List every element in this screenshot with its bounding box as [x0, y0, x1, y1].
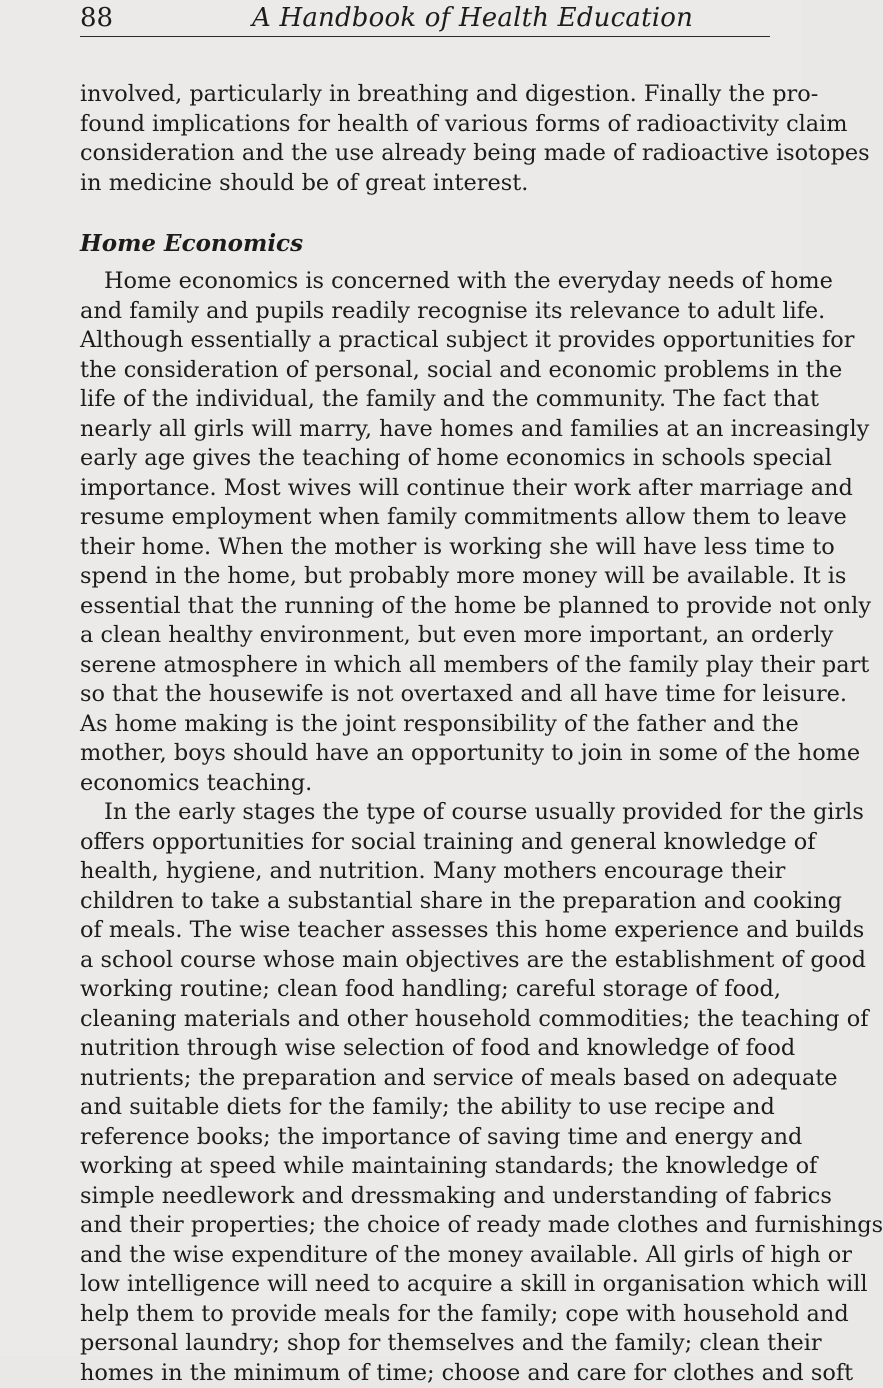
- body-text: [80, 80, 766, 1388]
- running-header: [80, 2, 770, 37]
- text-line: their home. When the mother is working she will have less time to: [80, 533, 766, 563]
- text-line: and their properties; the choice of ready made clothes and furnishings: [80, 1211, 766, 1241]
- text-line: and the wise expenditure of the money available. All girls of high or: [80, 1241, 766, 1271]
- text-line: spend in the home, but probably more money will be available. It is: [80, 562, 766, 592]
- text-line: offers opportunities for social training and general knowledge of: [80, 828, 766, 858]
- text-line: importance. Most wives will continue their work after marriage and: [80, 474, 766, 504]
- continuation-paragraph: [80, 80, 766, 198]
- text-line: a school course whose main objectives are the establishment of good: [80, 946, 766, 976]
- text-line: in medicine should be of great interest.: [80, 169, 766, 199]
- text-line: serene atmosphere in which all members of the family play their part: [80, 651, 766, 681]
- text-line: life of the individual, the family and the community. The fact that: [80, 385, 766, 415]
- text-line: working routine; clean food handling; careful storage of food,: [80, 975, 766, 1005]
- text-line: nutrients; the preparation and service of meals based on adequate: [80, 1064, 766, 1094]
- text-line: of meals. The wise teacher assesses this home experience and builds: [80, 916, 766, 946]
- text-line: mother, boys should have an opportunity to join in some of the home: [80, 739, 766, 769]
- text-line: reference books; the importance of saving time and energy and: [80, 1123, 766, 1153]
- text-line: help them to provide meals for the family; cope with household and: [80, 1300, 766, 1330]
- text-line: children to take a substantial share in the preparation and cooking: [80, 887, 766, 917]
- text-line: nutrition through wise selection of food and knowledge of food: [80, 1034, 766, 1064]
- running-title: A Handbook of Health Education: [252, 2, 693, 34]
- text-line: working at speed while maintaining standards; the knowledge of: [80, 1152, 766, 1182]
- text-line: so that the housewife is not overtaxed and all have time for leisure.: [80, 680, 766, 710]
- text-line: essential that the running of the home be planned to provide not only: [80, 592, 766, 622]
- section-heading: Home Economics: [80, 229, 766, 258]
- text-line: the consideration of personal, social and economic problems in the: [80, 356, 766, 386]
- text-line: Home economics is concerned with the everyday needs of home: [80, 267, 766, 297]
- text-line: homes in the minimum of time; choose and care for clothes and soft: [80, 1359, 766, 1388]
- text-line: a clean healthy environment, but even more important, an orderly: [80, 621, 766, 651]
- text-line: As home making is the joint responsibility of the father and the: [80, 710, 766, 740]
- paragraph-1: [80, 267, 766, 798]
- paragraph-2: [80, 798, 766, 1388]
- text-line: early age gives the teaching of home economics in schools special: [80, 444, 766, 474]
- text-line: In the early stages the type of course usually provided for the girls: [80, 798, 766, 828]
- text-line: Although essentially a practical subject it provides opportunities for: [80, 326, 766, 356]
- text-line: nearly all girls will marry, have homes and families at an increasingly: [80, 415, 766, 445]
- text-line: and family and pupils readily recognise its relevance to adult life.: [80, 297, 766, 327]
- text-line: low intelligence will need to acquire a skill in organisation which will: [80, 1270, 766, 1300]
- text-line: and suitable diets for the family; the ability to use recipe and: [80, 1093, 766, 1123]
- page-number: 88: [80, 2, 113, 34]
- text-line: health, hygiene, and nutrition. Many mothers encourage their: [80, 857, 766, 887]
- text-line: economics teaching.: [80, 769, 766, 799]
- text-line: simple needlework and dressmaking and understanding of fabrics: [80, 1182, 766, 1212]
- text-line: found implications for health of various forms of radioactivity claim: [80, 110, 766, 140]
- text-line: consideration and the use already being made of radioactive isotopes: [80, 139, 766, 169]
- text-line: resume employment when family commitments allow them to leave: [80, 503, 766, 533]
- text-line: involved, particularly in breathing and digestion. Finally the pro-: [80, 80, 766, 110]
- text-line: cleaning materials and other household commodities; the teaching of: [80, 1005, 766, 1035]
- text-line: personal laundry; shop for themselves and the family; clean their: [80, 1329, 766, 1359]
